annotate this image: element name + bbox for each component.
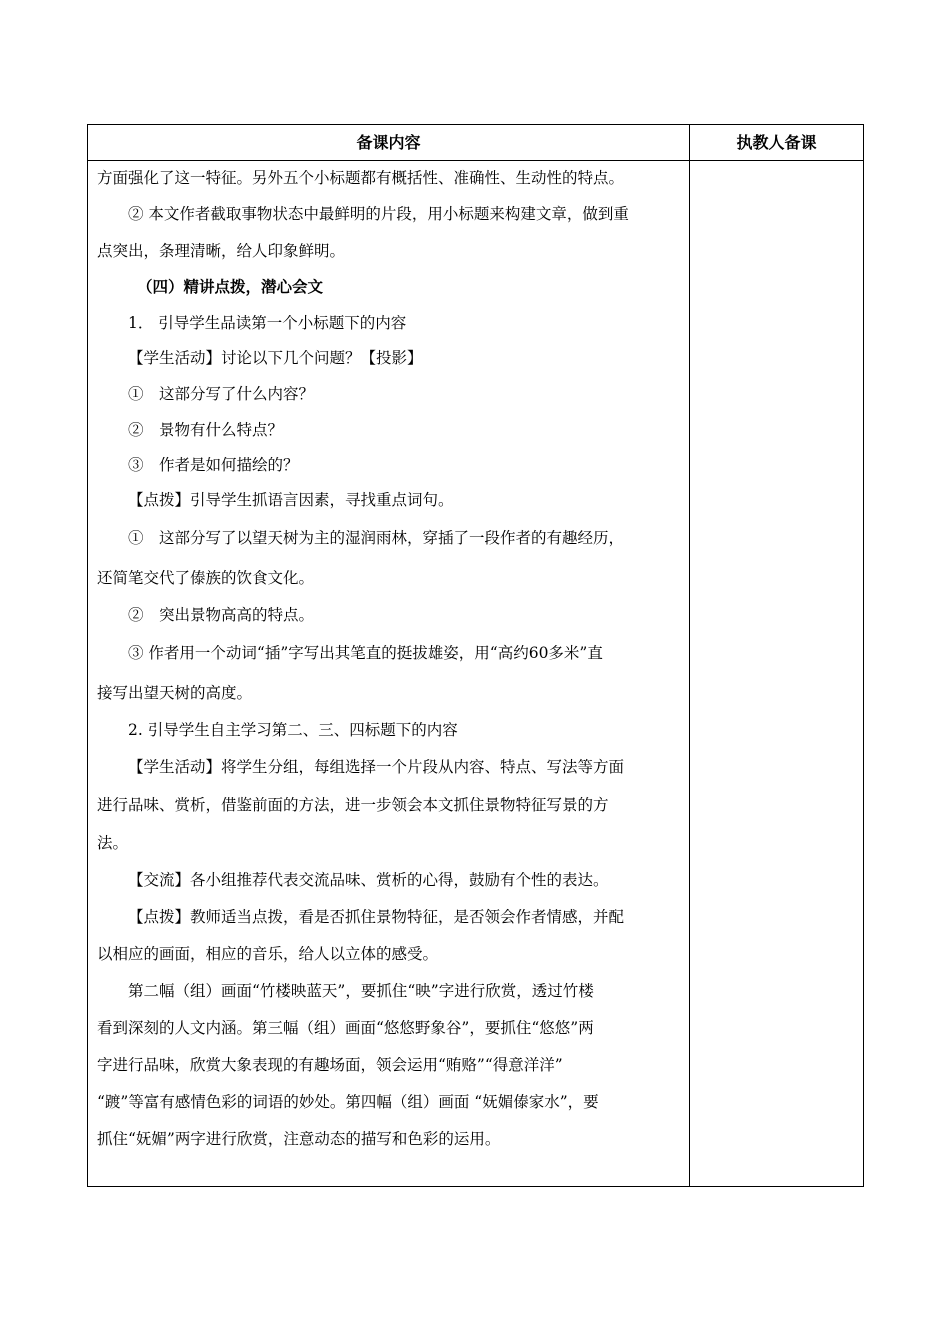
paragraph-line: 1． 引导学生品读第一个小标题下的内容 bbox=[128, 314, 407, 332]
paragraph-line: ② 景物有什么特点？ bbox=[128, 421, 284, 439]
column-divider bbox=[689, 125, 690, 1186]
paragraph-line: 方面强化了这一特征。另外五个小标题都有概括性、准确性、生动性的特点。 bbox=[97, 169, 625, 187]
paragraph-line: ③ 作者用一个动词“插”字写出其笔直的挺拔雄姿，用“高约60多米”直 bbox=[128, 644, 603, 662]
paragraph-line: ① 这部分写了什么内容？ bbox=[128, 385, 315, 403]
paragraph-line: “踱”等富有感情色彩的词语的妙处。第四幅（组）画面 “妩媚傣家水”，要 bbox=[97, 1093, 599, 1111]
header-teacher-notes: 执教人备课 bbox=[736, 133, 817, 152]
paragraph-line: 第二幅（组）画面“竹楼映蓝天”，要抓住“映”字进行欣赏，透过竹楼 bbox=[128, 982, 594, 1000]
paragraph-line: 2. 引导学生自主学习第二、三、四标题下的内容 bbox=[128, 721, 458, 739]
paragraph-line: 【点拨】教师适当点拨，看是否抓住景物特征，是否领会作者情感，并配 bbox=[128, 908, 625, 926]
paragraph-line: 抓住“妩媚”两字进行欣赏，注意动态的描写和色彩的运用。 bbox=[97, 1130, 501, 1148]
paragraph-line: 还简笔交代了傣族的饮食文化。 bbox=[97, 569, 315, 587]
paragraph-line: 【学生活动】将学生分组，每组选择一个片段从内容、特点、写法等方面 bbox=[128, 758, 625, 776]
header-lesson-content: 备课内容 bbox=[356, 133, 421, 152]
paragraph-line: ③ 作者是如何描绘的？ bbox=[128, 456, 299, 474]
paragraph-line: 点突出，条理清晰，给人印象鲜明。 bbox=[97, 242, 346, 260]
paragraph-line: 【点拨】引导学生抓语言因素，寻找重点词句。 bbox=[128, 491, 454, 509]
paragraph-line: ② 突出景物高高的特点。 bbox=[128, 606, 315, 624]
paragraph-line: ② 本文作者截取事物状态中最鲜明的片段，用小标题来构建文章，做到重 bbox=[128, 205, 629, 223]
section-heading: （四）精讲点拨，潜心会文 bbox=[137, 278, 324, 296]
paragraph-line: 字进行品味，欣赏大象表现的有趣场面，领会运用“贿赂”“得意洋洋” bbox=[97, 1056, 563, 1074]
paragraph-line: 法。 bbox=[97, 834, 129, 852]
lesson-content-cell bbox=[97, 161, 681, 1158]
paragraph-line: 【学生活动】讨论以下几个问题？【投影】 bbox=[128, 349, 423, 367]
lesson-plan-table bbox=[87, 124, 864, 1187]
paragraph-line: 接写出望天树的高度。 bbox=[97, 684, 253, 702]
paragraph-line: 进行品味、赏析，借鉴前面的方法，进一步领会本文抓住景物特征写景的方 bbox=[97, 796, 609, 814]
paragraph-line: ① 这部分写了以望天树为主的湿润雨林，穿插了一段作者的有趣经历， bbox=[128, 529, 625, 547]
paragraph-line: 【交流】各小组推荐代表交流品味、赏析的心得，鼓励有个性的表达。 bbox=[128, 871, 609, 889]
paragraph-line: 看到深刻的人文内涵。第三幅（组）画面“悠悠野象谷”，要抓住“悠悠”两 bbox=[97, 1019, 594, 1037]
paragraph-line: 以相应的画面，相应的音乐，给人以立体的感受。 bbox=[97, 945, 439, 963]
table-header-row bbox=[88, 125, 863, 161]
